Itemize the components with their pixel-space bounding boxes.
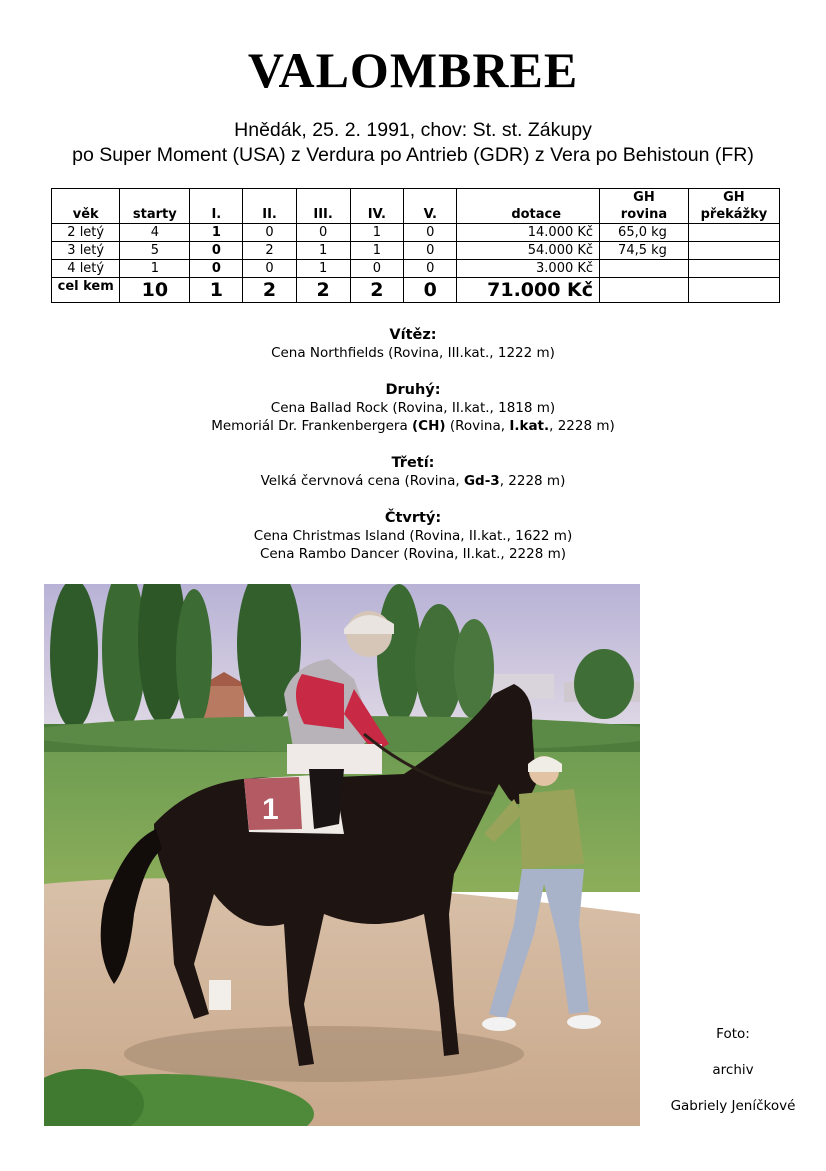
total-gh-rovina	[600, 278, 689, 303]
third-heading: Třetí:	[391, 455, 435, 471]
total-place-2: 2	[243, 278, 296, 303]
cell-gh-prekazky	[688, 242, 779, 260]
header-gh-rovina	[600, 189, 689, 224]
total-dotace: 71.000 Kč	[457, 278, 600, 303]
cell-gh-prekazky	[688, 260, 779, 278]
total-gh-prekazky	[688, 278, 779, 303]
cell-place-5: 0	[404, 260, 457, 278]
total-place-4: 2	[350, 278, 404, 303]
race-results-section	[0, 326, 826, 563]
header-dotace: dotace	[457, 189, 600, 224]
header-gh-rovina-top: GH	[633, 190, 655, 205]
horse-name-title: VALOMBREE	[247, 42, 579, 98]
header-gh-prekazky-bottom: překážky	[700, 207, 768, 222]
table-total-row	[52, 278, 780, 303]
table-header-row	[52, 189, 780, 224]
header-place-5: V.	[404, 189, 457, 224]
winner-race: Cena Northfields (Rovina, III.kat., 1222 m)	[271, 345, 555, 361]
total-place-5: 0	[404, 278, 457, 303]
table-row	[52, 224, 780, 242]
cell-place-5: 0	[404, 242, 457, 260]
cell-starty: 1	[120, 260, 190, 278]
total-place-1: 1	[190, 278, 243, 303]
total-label: cel kem	[52, 278, 120, 303]
cell-place-3: 1	[296, 242, 350, 260]
race-distance: , 2228 m)	[549, 418, 615, 434]
cell-dotace: 54.000 Kč	[457, 242, 600, 260]
pedigree-line: po Super Moment (USA) z Verdura po Antrieb (GDR) z Vera po Behistoun (FR)	[72, 144, 754, 166]
cell-vek: 2 letý	[52, 224, 120, 242]
cell-place-4: 1	[350, 224, 404, 242]
race-detail: (Rovina,	[445, 418, 510, 434]
winner-heading: Vítěz:	[389, 327, 437, 343]
cell-dotace: 3.000 Kč	[457, 260, 600, 278]
table-row	[52, 260, 780, 278]
cell-starty: 4	[120, 224, 190, 242]
cell-place-4: 1	[350, 242, 404, 260]
cell-vek: 3 letý	[52, 242, 120, 260]
fourth-race: Cena Christmas Island (Rovina, II.kat., 1622 m)	[253, 528, 573, 544]
cell-gh-rovina	[600, 260, 689, 278]
header-gh-prekazky	[688, 189, 779, 224]
total-place-3: 2	[296, 278, 350, 303]
cell-starty: 5	[120, 242, 190, 260]
header-gh-prekazky-top: GH	[723, 190, 745, 205]
cell-dotace: 14.000 Kč	[457, 224, 600, 242]
race-distance: , 2228 m)	[499, 473, 566, 489]
header-place-1: I.	[190, 189, 243, 224]
second-race: Cena Ballad Rock (Rovina, II.kat., 1818 m)	[270, 400, 556, 416]
second-heading: Druhý:	[385, 382, 441, 398]
cell-place-3: 1	[296, 260, 350, 278]
saddle-number: 1	[262, 793, 279, 826]
cell-place-5: 0	[404, 224, 457, 242]
cell-place-1: 0	[190, 242, 243, 260]
cell-place-1: 0	[190, 260, 243, 278]
cell-vek: 4 letý	[52, 260, 120, 278]
photo-credit-author: Gabriely Jeníčkové	[670, 1098, 796, 1114]
header-vek: věk	[52, 189, 120, 224]
cell-place-2: 0	[243, 224, 296, 242]
horse-info-line: Hnědák, 25. 2. 1991, chov: St. st. Zákupy	[234, 119, 592, 141]
race-category: Gd-3	[463, 473, 500, 489]
cell-gh-prekazky	[688, 224, 779, 242]
header-starty: starty	[120, 189, 190, 224]
table-row	[52, 242, 780, 260]
photo-credit-label: Foto:	[716, 1026, 750, 1042]
cell-place-4: 0	[350, 260, 404, 278]
second-race	[0, 417, 826, 435]
cell-place-2: 2	[243, 242, 296, 260]
race-name: Memoriál Dr. Frankenbergera	[211, 418, 413, 434]
header-place-4: IV.	[350, 189, 404, 224]
third-race	[0, 472, 826, 490]
fourth-race: Cena Rambo Dancer (Rovina, II.kat., 2228 m)	[259, 546, 567, 562]
horse-photo	[44, 584, 640, 1126]
cell-gh-rovina: 74,5 kg	[600, 242, 689, 260]
race-name: Velká červnová cena (Rovina,	[260, 473, 464, 489]
header-place-3: III.	[296, 189, 350, 224]
cell-place-2: 0	[243, 260, 296, 278]
race-category: I.kat.	[509, 418, 550, 434]
race-country: (CH)	[412, 418, 446, 434]
photo-credit-source: archiv	[712, 1062, 754, 1078]
race-statistics-table	[51, 188, 780, 303]
header-place-2: II.	[243, 189, 296, 224]
header-gh-rovina-bottom: rovina	[620, 207, 668, 222]
cell-place-1: 1	[190, 224, 243, 242]
fourth-heading: Čtvrtý:	[384, 510, 442, 526]
cell-place-3: 0	[296, 224, 350, 242]
total-starty: 10	[120, 278, 190, 303]
cell-gh-rovina: 65,0 kg	[600, 224, 689, 242]
